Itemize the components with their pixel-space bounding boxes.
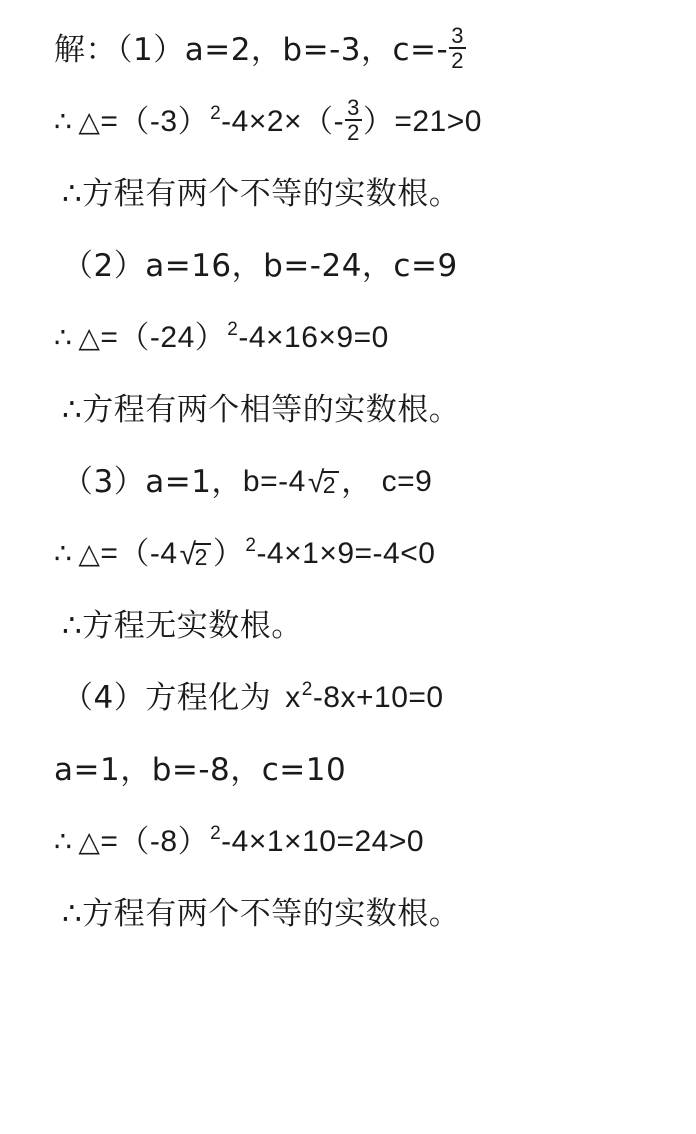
exponent-two: 2 xyxy=(301,678,313,700)
fraction-three-halves-2 xyxy=(345,96,362,144)
equals-sign: = xyxy=(100,825,119,858)
square-root-two xyxy=(180,539,211,569)
result-expression: -4×1×10=24>0 xyxy=(221,825,425,858)
result-expression: =21>0 xyxy=(394,105,482,138)
delta-symbol: △ xyxy=(78,105,101,138)
coefficient-b: -3 xyxy=(149,105,178,138)
open-paren-2: （ xyxy=(302,103,334,140)
conclusion-text-3: ∴方程无实数根。 xyxy=(62,607,303,644)
coefficient-b-label: b=-4 xyxy=(242,465,306,498)
therefore-symbol: ∴ xyxy=(54,537,73,570)
solution-line-5 xyxy=(54,302,672,374)
conclusion-text-1: ∴方程有两个不等的实数根。 xyxy=(62,175,461,212)
middle-expression: -4×2× xyxy=(221,105,303,138)
delta-symbol: △ xyxy=(78,321,101,354)
negative-sign: - xyxy=(333,105,345,138)
solution-line-1 xyxy=(54,14,672,86)
close-paren-2: ） xyxy=(362,103,395,140)
radicand: 2 xyxy=(194,543,211,569)
therefore-symbol: ∴ xyxy=(54,825,73,858)
conclusion-text-4: ∴方程有两个不等的实数根。 xyxy=(62,895,461,932)
fraction-denominator: 2 xyxy=(451,48,464,73)
equation-transform-label: （4）方程化为 xyxy=(62,679,272,716)
coefficient-c-label: c=9 xyxy=(381,465,433,498)
solution-line-6 xyxy=(54,374,672,446)
open-paren: （ xyxy=(118,823,150,860)
exponent-two: 2 xyxy=(227,318,239,340)
variable-x: x xyxy=(285,681,301,714)
radicand: 2 xyxy=(322,471,339,497)
fraction-denominator: 2 xyxy=(347,120,360,145)
close-paren: ） xyxy=(177,823,210,860)
equation-remainder: -8x+10=0 xyxy=(312,681,444,714)
solution-line-13 xyxy=(54,878,672,950)
exponent-two: 2 xyxy=(210,102,222,124)
coefficient-b: -8 xyxy=(149,825,178,858)
solution-line-12 xyxy=(54,806,672,878)
coefficient-b: -4 xyxy=(149,537,178,570)
solution-line-8 xyxy=(54,518,672,590)
fraction-three-halves xyxy=(449,24,466,72)
line-1-text: 解：（1）a=2，b=-3，c=- xyxy=(54,31,449,68)
result-expression: -4×1×9=-4<0 xyxy=(256,537,436,570)
equals-sign: = xyxy=(100,105,119,138)
open-paren: （ xyxy=(118,103,150,140)
therefore-symbol: ∴ xyxy=(54,321,73,354)
solution-line-10 xyxy=(54,662,672,734)
fraction-numerator: 3 xyxy=(347,94,360,120)
coefficient-b: -24 xyxy=(149,321,195,354)
coefficients-part-4: a=1，b=-8，c=10 xyxy=(54,751,347,788)
coefficients-part-3-head: （3）a=1， xyxy=(62,463,243,500)
equals-sign: = xyxy=(100,537,119,570)
solution-line-3 xyxy=(54,158,672,230)
solution-line-2 xyxy=(54,86,672,158)
solution-line-9 xyxy=(54,590,672,662)
solution-line-11 xyxy=(54,734,672,806)
solution-line-7 xyxy=(54,446,672,518)
exponent-two: 2 xyxy=(245,534,257,556)
square-root-two xyxy=(308,467,339,497)
radical-sign: √ xyxy=(307,466,325,499)
fraction-numerator: 3 xyxy=(451,22,464,48)
therefore-symbol: ∴ xyxy=(54,105,73,138)
coefficients-part-2: （2）a=16，b=-24，c=9 xyxy=(62,247,458,284)
conclusion-text-2: ∴方程有两个相等的实数根。 xyxy=(62,391,461,428)
solution-line-4 xyxy=(54,230,672,302)
close-paren: ） xyxy=(177,103,210,140)
radical-sign: √ xyxy=(179,538,197,571)
exponent-two: 2 xyxy=(210,822,222,844)
open-paren: （ xyxy=(118,535,150,572)
close-paren: ） xyxy=(212,535,245,572)
delta-symbol: △ xyxy=(78,825,101,858)
separator-comma: ， xyxy=(341,463,373,500)
result-expression: -4×16×9=0 xyxy=(238,321,389,354)
close-paren: ） xyxy=(194,319,227,356)
equals-sign: = xyxy=(100,321,119,354)
delta-symbol: △ xyxy=(78,537,101,570)
open-paren: （ xyxy=(118,319,150,356)
